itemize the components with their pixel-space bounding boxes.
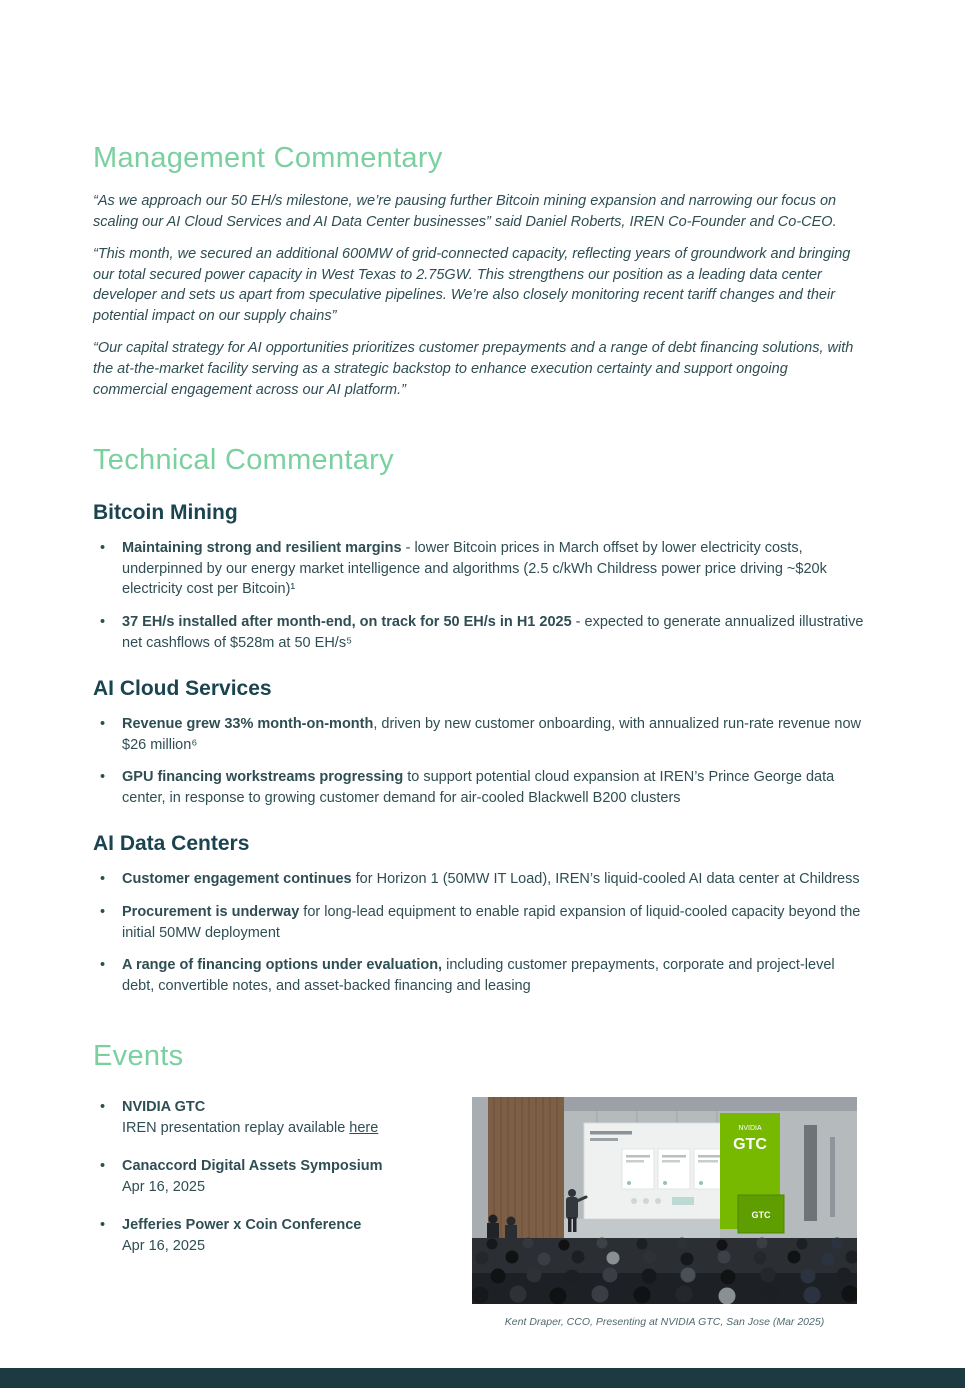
footer-bar <box>0 1368 965 1388</box>
technical-commentary-title: Technical Commentary <box>93 444 394 477</box>
svg-text:NVIDIA: NVIDIA <box>738 1125 762 1133</box>
technical-commentary-section <box>93 444 867 996</box>
bullet-bold-text: Revenue grew 33% month-on-month <box>122 716 374 733</box>
event-date: Apr 16, 2025 <box>122 1179 206 1196</box>
bullet-item <box>93 902 865 943</box>
bullet-item <box>93 767 865 808</box>
event-list <box>93 1097 472 1274</box>
bullet-item <box>93 612 865 653</box>
event-item-canaccord <box>93 1156 472 1198</box>
bullet-text: for Horizon 1 (50MW IT Load), IREN’s liquid-cooled AI data center at Childress <box>351 871 860 888</box>
ai-cloud-services-bullets <box>93 714 865 808</box>
bullet-text: for long-lead equipment to enable rapid expansion of liquid-cooled capacity beyond the initial 50MW deployment <box>122 903 861 941</box>
bullet-text: to support potential cloud expansion at IREN’s Prince George data center, in response to growing customer demand for air-cooled Blackwell B200 clusters <box>122 769 835 806</box>
event-name: • NVIDIA GTC <box>122 1099 206 1116</box>
bullet-item <box>93 955 865 996</box>
bullet-item <box>93 869 865 890</box>
replay-link[interactable]: here <box>349 1120 379 1137</box>
bullet-bold-text: Procurement is underway <box>122 903 300 920</box>
bitcoin-mining-bullets <box>93 538 865 653</box>
event-detail-text: IREN presentation replay available <box>122 1120 350 1137</box>
bullet-text: including customer prepayments, corporate and project-level debt, convertible notes, and asset-backed financing and leasing <box>122 957 835 994</box>
bullet-bold-text: A range of financing options under evaluation, <box>122 957 443 974</box>
event-photo <box>472 1097 857 1328</box>
photo-caption: Kent Draper, CCO, Presenting at NVIDIA GTC, San Jose (Mar 2025) <box>504 1316 825 1329</box>
svg-text:GTC: GTC <box>751 1210 771 1221</box>
bullet-bold-text: 37 EH/s installed after month-end, on track for 50 EH/s in H1 2025 <box>122 613 572 630</box>
management-quote-3: “Our capital strategy for AI opportunities prioritizes customer prepayments and a range of debt financing solutions, with the at-the-market facility serving as a strategic backstop to enhance execution certainty and support ongoing commercial engagement across our AI platform.” <box>93 340 854 398</box>
section-heading-ai-data-centers: AI Data Centers <box>93 832 250 856</box>
ai-data-centers-bullets <box>93 869 865 996</box>
event-item-jefferies <box>93 1215 472 1257</box>
event-item-nvidia-gtc <box>93 1097 472 1139</box>
bullet-text: , driven by new customer onboarding, with annualized run-rate revenue now $26 million⁶ <box>122 716 861 753</box>
bullet-item <box>93 538 865 600</box>
events-title: Events <box>93 1040 184 1073</box>
bullet-text: - lower Bitcoin prices in March offset by lower electricity costs, underpinned by our energy market intelligence and algorithms (2.5 c/kWh Childress power price driving ~$20k electricity cost per Bitcoin)¹ <box>122 540 827 598</box>
audience <box>472 1238 857 1305</box>
event-name: • Jefferies Power x Coin Conference <box>122 1217 362 1234</box>
management-commentary-title: Management Commentary <box>93 142 443 174</box>
events-row <box>93 1097 867 1328</box>
event-detail <box>122 1118 472 1139</box>
section-heading-bitcoin-mining: Bitcoin Mining <box>93 501 238 525</box>
bullet-bold-text: Customer engagement continues <box>122 871 352 888</box>
presentation-screen <box>584 1123 742 1219</box>
management-commentary-section <box>93 142 867 400</box>
gtc-side-screen <box>738 1195 784 1233</box>
section-heading-ai-cloud-services: AI Cloud Services <box>93 677 272 701</box>
events-section <box>93 1040 867 1328</box>
conference-photo <box>472 1097 857 1304</box>
bullet-bold-text: Maintaining strong and resilient margins <box>122 540 402 557</box>
bullet-text: - expected to generate annualized illustrative net cashflows of $528m at 50 EH/s⁵ <box>122 613 864 651</box>
event-date: Apr 16, 2025 <box>122 1238 206 1255</box>
wood-wall <box>488 1097 564 1247</box>
bullet-bold-text: GPU financing workstreams progressing <box>122 769 404 786</box>
svg-text:GTC: GTC <box>733 1136 767 1154</box>
bullet-item <box>93 714 865 755</box>
management-quote-1: “As we approach our 50 EH/s milestone, we’re pausing further Bitcoin mining expansion and narrowing our focus on scaling our AI Cloud Services and AI Data Center businesses” said Daniel Roberts, IREN Co-Founder and Co-CEO. <box>93 193 837 230</box>
event-name: • Canaccord Digital Assets Symposium <box>122 1158 383 1175</box>
management-quote-2: “This month, we secured an additional 600MW of grid-connected capacity, reflecting years of groundwork and bringing our total secured power capacity in West Texas to 2.75GW. This strengthens our position as a leading data center developer and sets us apart from speculative pipelines. We’re also closely monitoring recent tariff changes and their potential impact on our supply chains” <box>93 246 851 324</box>
